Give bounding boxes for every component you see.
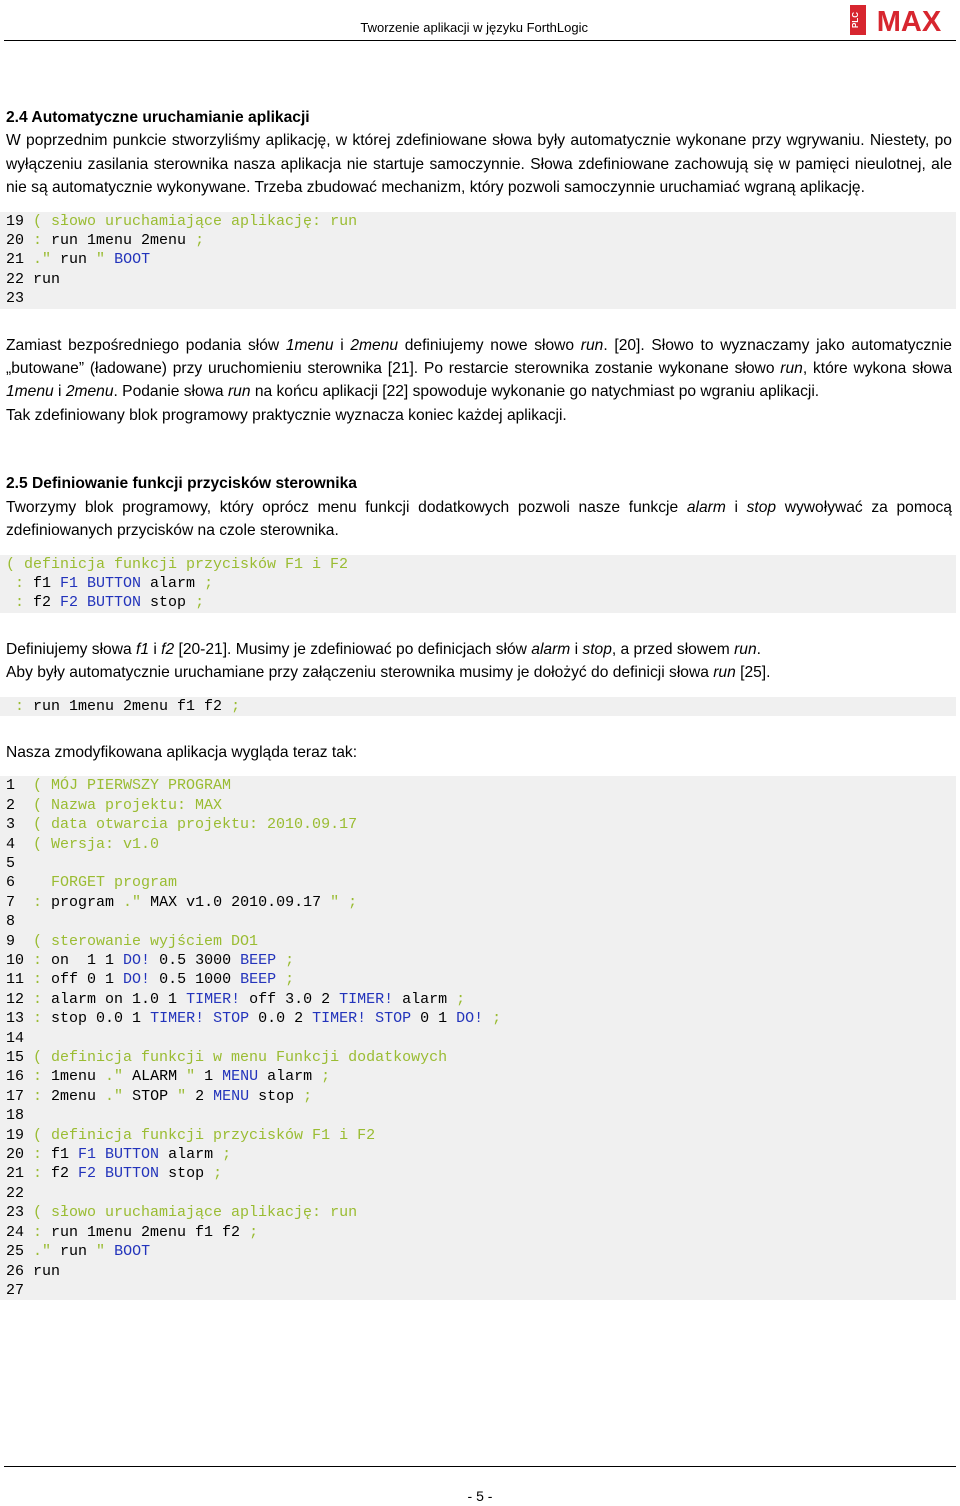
code-block-run: : run 1menu 2menu f1 f2 ; [0, 697, 956, 716]
section-2-4-heading: 2.4 Automatyczne uruchamianie aplikacji [6, 109, 310, 126]
footer-rule [4, 1466, 956, 1467]
section-2-5-para-2: Definiujemy słowa f1 i f2 [20-21]. Musimy je zdefiniować po definicjach słów alarm i stop, a przed słowem run. [6, 640, 761, 658]
header-rule [4, 40, 956, 41]
code-block-boot: 19 ( słowo uruchamiające aplikację: run 20 : run 1menu 2menu ; 21 ." run " BOOT 22 run 23 [0, 212, 956, 309]
section-2-4-para-1: W poprzednim punkcie stworzyliśmy aplikację, w której zdefiniowane słowa były automatycznie wykonane przy wgrywaniu. Niestety, po wyłączeniu zasilania sterownika nasza aplikacja nie startuje samoczynnie. Słowa zdefiniowane zachowują się w pamięci nieulotnej, ale nie są automatycznie wykonywane. Trzeba zbudować mechanizm, który pozwoli samoczynnie uruchamiać wgraną aplikację. [6, 132, 952, 197]
code-block-buttons: ( definicja funkcji przycisków F1 i F2 : f1 F1 BUTTON alarm ; : f2 F2 BUTTON stop ; [0, 555, 956, 613]
section-2-5-para-4: Nasza zmodyfikowana aplikacja wygląda teraz tak: [6, 743, 358, 761]
plcmax-logo [849, 4, 953, 36]
section-2-5-para-1: Tworzymy blok programowy, który oprócz menu funkcji dodatkowych pozwoli nasze funkcje alarm i stop wywoływać za pomocą zdefiniowanych przycisków na czole sterownika. [6, 498, 952, 540]
section-2-5-heading: 2.5 Definiowanie funkcji przycisków sterownika [6, 475, 357, 493]
code-comment: ( słowo uruchamiające aplikację: run [33, 212, 358, 230]
logo-text: MAX [876, 6, 942, 36]
section-2-4-para-3: Tak zdefiniowany blok programowy praktycznie wyznacza koniec każdej aplikacji. [6, 406, 567, 424]
logo-sub-text: PLC [851, 12, 860, 28]
document-body [6, 106, 952, 1300]
page-header [0, 0, 960, 44]
code-block-full-listing: 1 ( MÓJ PIERWSZY PROGRAM 2 ( Nazwa projektu: MAX 3 ( data otwarcia projektu: 2010.09.17 4 ( Wersja: v1.0 5 6 FORGET program 7 : program ." MAX v1.0 2010.09.17 " ; 8 9 ( sterowanie wyjściem DO1 10 : on 1 1 DO! 0.5 3000 BEEP ; 11 : off 0 1 DO! 0.5 1000 BEEP ; 12 : alarm on 1.0 1 TIMER! off 3.0 2 TIMER! alarm ; 13 : stop 0.0 1 TIMER! STOP 0.0 2 TIMER! STOP 0 1 DO! ; 14 15 ( definicja funkcji w menu Funkcji dodatkowych 16 : 1menu ." ALARM " 1 MENU alarm ; 17 : 2menu ." STOP " 2 MENU stop ; 18 19 ( definicja funkcji przycisków F1 i F2 20 : f1 F1 BUTTON alarm ; 21 : f2 F2 BUTTON stop ; 22 23 ( słowo uruchamiające aplikację: run 24 : run 1menu 2menu f1 f2 ; 25 ." run " BOOT 26 run 27 [0, 776, 956, 1300]
header-title: Tworzenie aplikacji w języku ForthLogic [360, 20, 588, 35]
section-2-5-para-3: Aby były automatycznie uruchamiane przy załączeniu sterownika musimy je dołożyć do definicji słowa run [25]. [6, 664, 771, 682]
page-number: - 5 - [467, 1488, 493, 1504]
section-2-4-para-2: Zamiast bezpośredniego podania słów 1menu i 2menu definiujemy nowe słowo run. [20]. Słowo to wyznaczamy jako automatycznie „butowane” (ładowane) przy uruchomieniu sterownika [21]. Po restarcie sterownika zostanie wykonane słowo run, które wykona słowa 1menu i 2menu. Podanie słowa run na końcu aplikacji [22] spowoduje wykonanie go natychmiast po wgraniu aplikacji. [6, 336, 952, 401]
code-line-num: 19 [6, 212, 34, 230]
